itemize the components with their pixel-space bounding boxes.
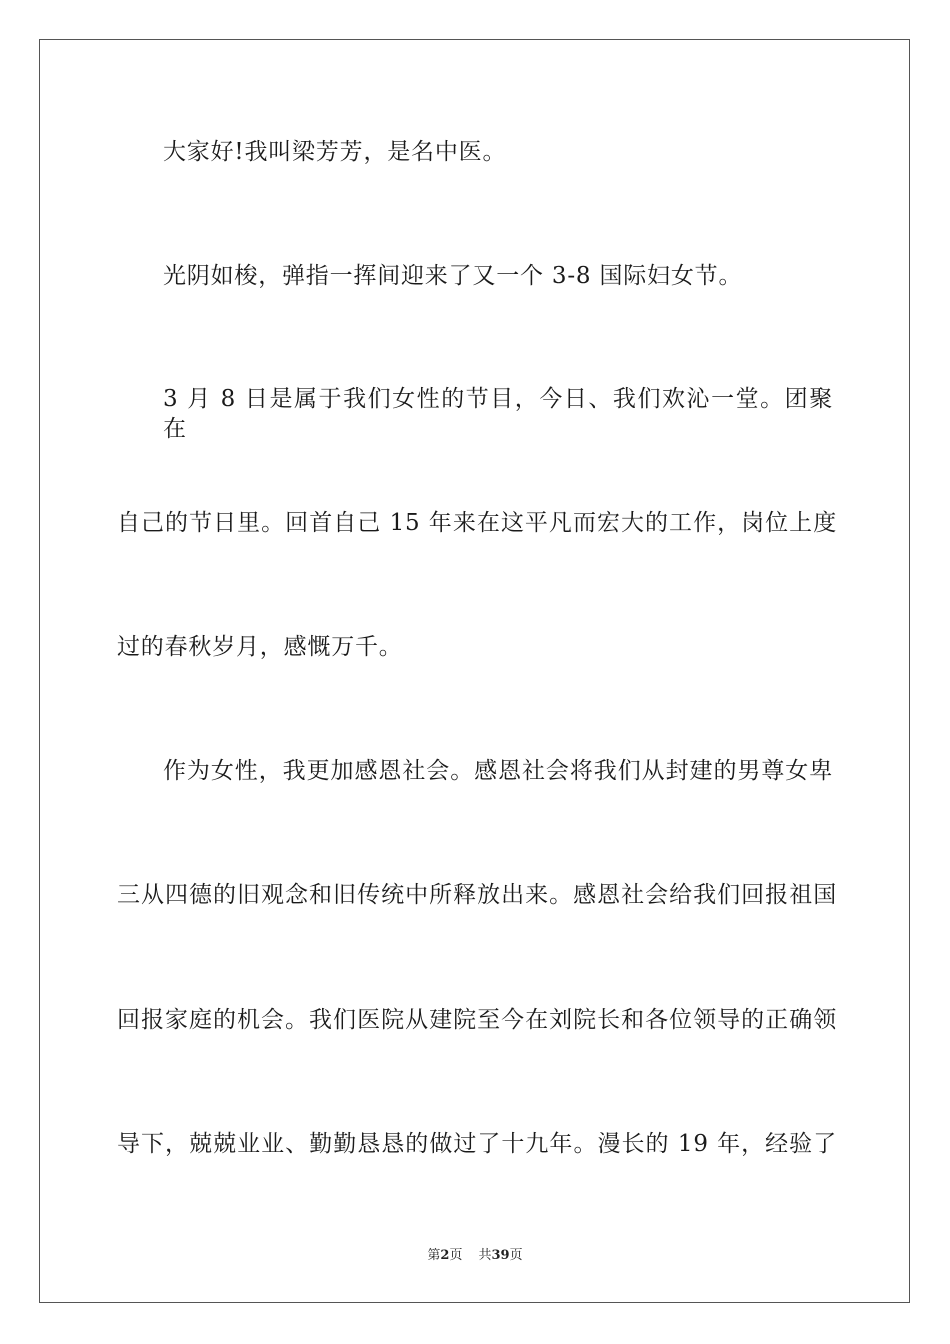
paragraph-line: 3 月 8 日是属于我们女性的节目，今日、我们欢沁一堂。团聚在 bbox=[163, 386, 833, 442]
paragraph-line: 自己的节日里。回首自己 15 年来在这平凡而宏大的工作，岗位上度 bbox=[117, 510, 837, 536]
total-pages: 39 bbox=[491, 1248, 510, 1263]
page-number-suffix: 页 bbox=[449, 1248, 463, 1263]
paragraph-line: 过的春秋岁月，感慨万千。 bbox=[117, 634, 403, 660]
page-number-prefix: 第 bbox=[427, 1248, 441, 1263]
paragraph-line: 三从四德的旧观念和旧传统中所释放出来。感恩社会给我们回报祖国 bbox=[117, 882, 837, 908]
paragraph-line: 光阴如梭，弹指一挥间迎来了又一个 3-8 国际妇女节。 bbox=[163, 263, 743, 289]
total-pages-prefix: 共 bbox=[478, 1248, 492, 1263]
total-pages-suffix: 页 bbox=[509, 1248, 523, 1263]
page-border bbox=[39, 39, 910, 1303]
page-number: 2 bbox=[440, 1248, 450, 1263]
paragraph-line: 大家好!我叫梁芳芳，是名中医。 bbox=[163, 139, 507, 165]
page-footer bbox=[0, 1247, 950, 1265]
paragraph-line: 导下，兢兢业业、勤勤恳恳的做过了十九年。漫长的 19 年，经验了 bbox=[117, 1131, 837, 1157]
paragraph-line: 作为女性，我更加感恩社会。感恩社会将我们从封建的男尊女卑 bbox=[163, 758, 833, 784]
paragraph-line: 回报家庭的机会。我们医院从建院至今在刘院长和各位领导的正确领 bbox=[117, 1007, 837, 1033]
